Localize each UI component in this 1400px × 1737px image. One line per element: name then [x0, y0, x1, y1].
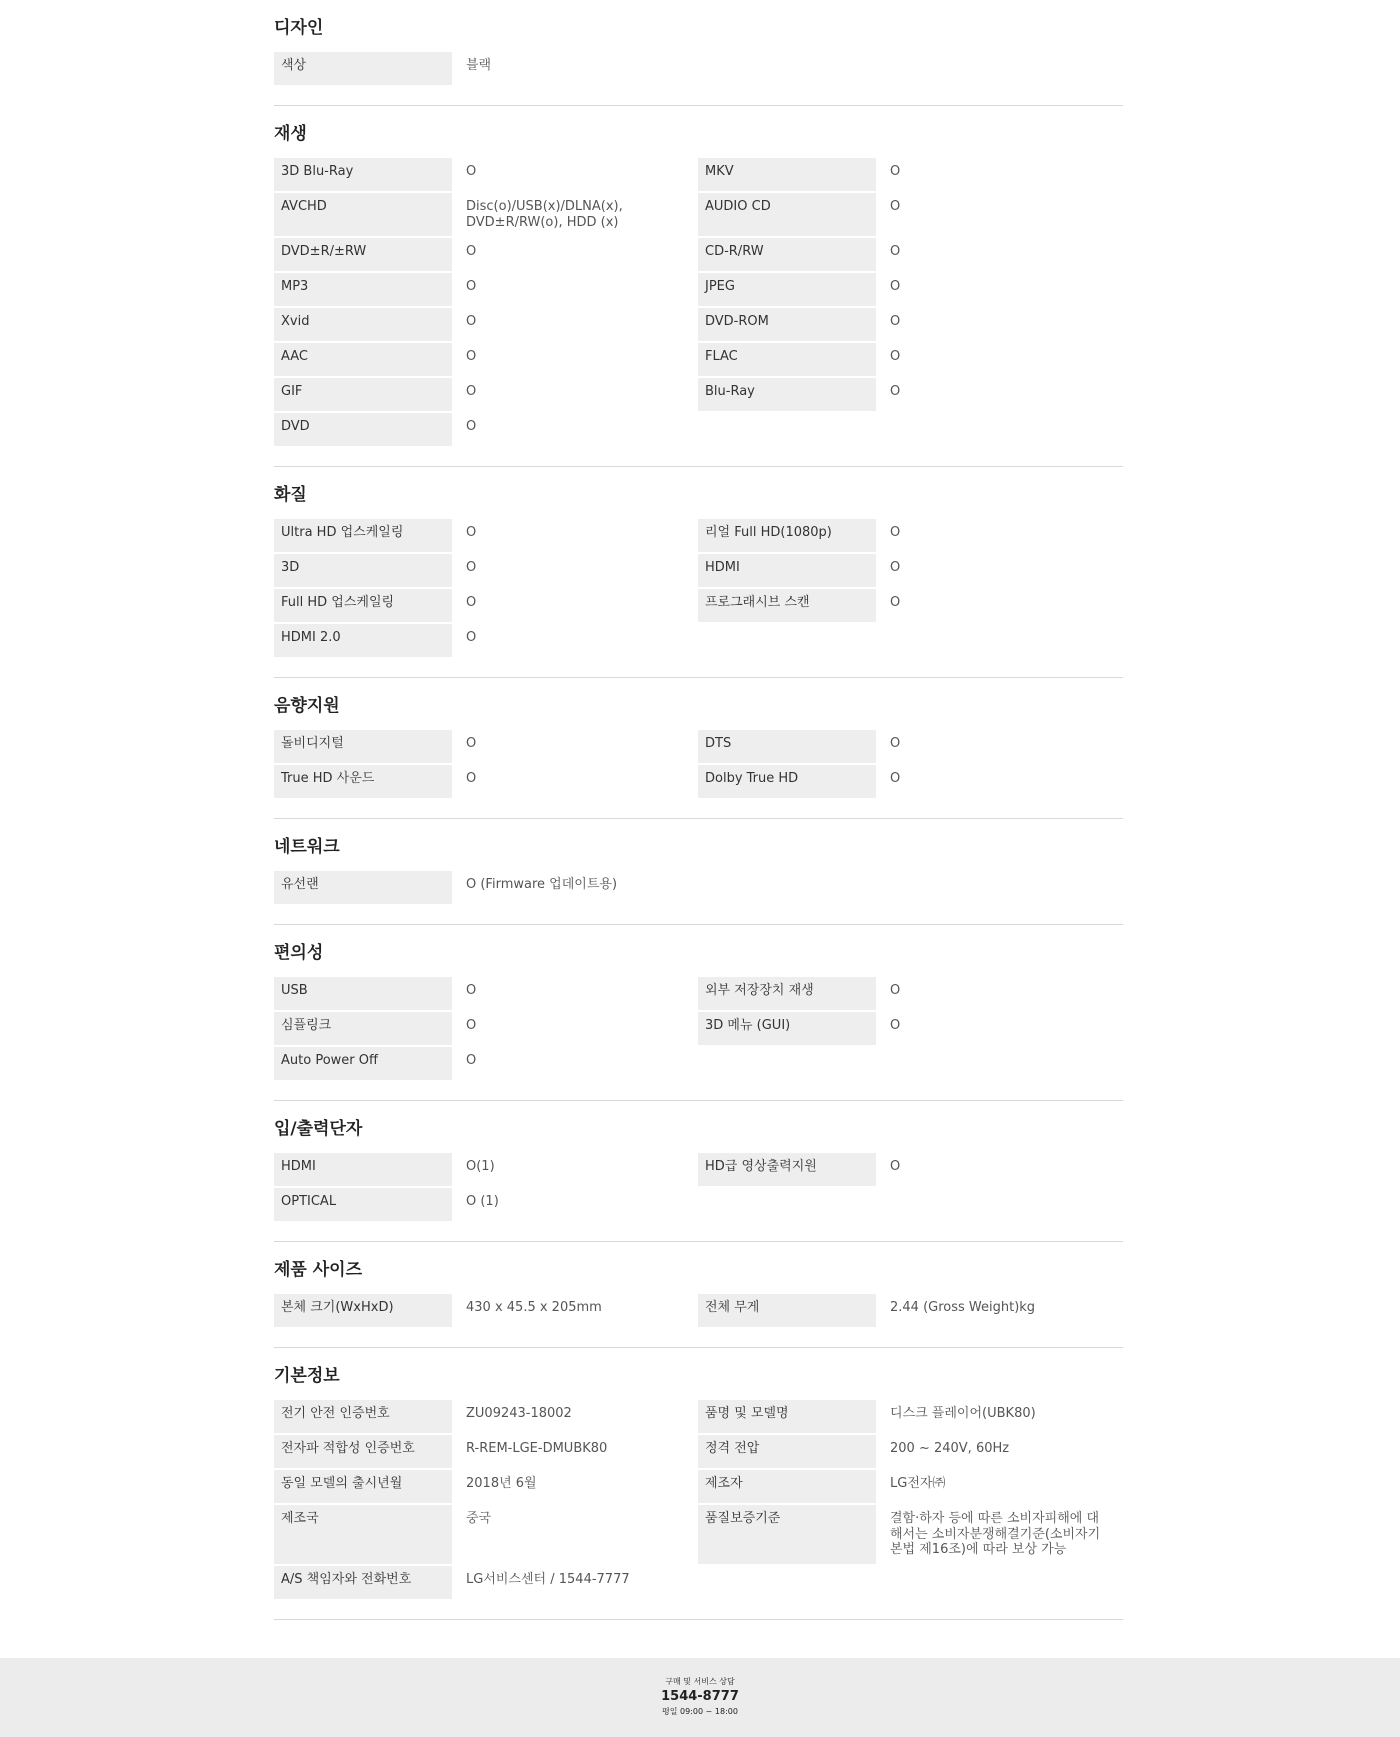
spec-value: 430 x 45.5 x 205mm: [466, 1300, 602, 1316]
spec-row: [274, 1400, 698, 1433]
spec-row: [698, 730, 1123, 763]
spec-row: [698, 193, 1123, 236]
spec-key: Xvid: [274, 308, 452, 341]
spec-row: [274, 1470, 698, 1503]
section-title: 네트워크: [274, 837, 340, 858]
spec-key: 동일 모델의 출시년월: [274, 1470, 452, 1503]
spec-value: O: [466, 630, 477, 646]
spec-key: GIF: [274, 378, 452, 411]
spec-row: [274, 589, 698, 622]
spec-value: O: [890, 560, 901, 576]
spec-row: [274, 238, 698, 271]
spec-value: O: [890, 199, 901, 214]
spec-value: O: [466, 419, 477, 435]
spec-key: True HD 사운드: [274, 765, 452, 798]
spec-key: AAC: [274, 343, 452, 376]
spec-key: FLAC: [698, 343, 876, 376]
spec-value: O: [466, 279, 477, 295]
spec-grid: [274, 1294, 1123, 1347]
spec-key: Ultra HD 업스케일링: [274, 519, 452, 552]
spec-value: O: [890, 1159, 901, 1175]
spec-key: 전체 무게: [698, 1294, 876, 1327]
spec-row: [274, 1566, 698, 1599]
spec-value: O: [890, 164, 901, 179]
spec-value: 중국: [466, 1511, 492, 1527]
spec-row: [698, 1470, 1123, 1503]
spec-key: 3D Blu-Ray: [274, 158, 452, 191]
spec-row: [274, 1012, 698, 1045]
spec-key: 3D 메뉴 (GUI): [698, 1012, 876, 1045]
spec-section: [274, 925, 1123, 1101]
spec-grid: [274, 158, 1123, 466]
footer-phone[interactable]: 1544-8777: [661, 1689, 739, 1704]
spec-row: [274, 977, 698, 1010]
spec-row: [274, 52, 698, 85]
section-title: 화질: [274, 485, 307, 506]
spec-value: O: [890, 771, 901, 787]
spec-value: O: [466, 560, 477, 576]
spec-grid: [274, 1400, 1123, 1619]
spec-row: [698, 238, 1123, 271]
spec-value: O: [466, 595, 477, 611]
spec-row: [274, 1435, 698, 1468]
spec-key: HDMI 2.0: [274, 624, 452, 657]
spec-key: DVD±R/±RW: [274, 238, 452, 271]
spec-key: DVD-ROM: [698, 308, 876, 341]
spec-key: AVCHD: [274, 193, 452, 236]
spec-value: O: [466, 983, 477, 999]
spec-value: LG서비스센터 / 1544-7777: [466, 1571, 630, 1587]
spec-section: [274, 106, 1123, 467]
spec-row: [274, 273, 698, 306]
spec-value: O: [890, 595, 901, 611]
spec-key: DTS: [698, 730, 876, 763]
spec-key: JPEG: [698, 273, 876, 306]
spec-value: O: [466, 384, 477, 400]
spec-row: [698, 1153, 1123, 1186]
spec-key: 색상: [274, 52, 452, 85]
spec-value: O(1): [466, 1159, 495, 1175]
section-title: 재생: [274, 124, 307, 144]
spec-key: OPTICAL: [274, 1188, 452, 1221]
spec-key: 심플링크: [274, 1012, 452, 1045]
spec-row: [698, 158, 1123, 191]
spec-value: O: [890, 244, 901, 260]
footer-label: 구매 및 서비스 상담: [665, 1677, 735, 1686]
spec-key: 품명 및 모델명: [698, 1400, 876, 1433]
spec-section: [274, 678, 1123, 819]
spec-value: O: [890, 384, 901, 400]
spec-row: [698, 273, 1123, 306]
spec-key: 전자파 적합성 인증번호: [274, 1435, 452, 1468]
spec-key: USB: [274, 977, 452, 1010]
spec-key: 본체 크기(WxHxD): [274, 1294, 452, 1327]
spec-section: [274, 0, 1123, 106]
spec-row: [274, 730, 698, 763]
spec-value: O: [890, 314, 901, 330]
spec-key: HDMI: [698, 554, 876, 587]
spec-value: 블랙: [466, 58, 492, 73]
spec-value: LG전자㈜: [890, 1476, 946, 1492]
section-title: 입/출력단자: [274, 1119, 363, 1140]
spec-section: [274, 819, 1123, 925]
spec-value: 디스크 플레이어(UBK80): [890, 1406, 1036, 1422]
spec-key: Dolby True HD: [698, 765, 876, 798]
spec-row: [274, 871, 698, 904]
spec-row: [274, 1153, 698, 1186]
spec-row: [274, 343, 698, 376]
spec-key: 유선랜: [274, 871, 452, 904]
spec-row: [698, 589, 1123, 622]
spec-key: A/S 책임자와 전화번호: [274, 1566, 452, 1599]
spec-value: 결함·하자 등에 따른 소비자피해에 대해서는 소비자분쟁해결기준(소비자기본법 제16조)에 따라 보상 가능: [890, 1511, 1101, 1558]
spec-key: Blu-Ray: [698, 378, 876, 411]
spec-value: 2.44 (Gross Weight)kg: [890, 1300, 1036, 1316]
spec-row: [698, 977, 1123, 1010]
spec-row: [698, 1012, 1123, 1045]
spec-key: HD급 영상출력지원: [698, 1153, 876, 1186]
section-title: 음향지원: [274, 696, 340, 717]
spec-row: [698, 554, 1123, 587]
spec-key: Full HD 업스케일링: [274, 589, 452, 622]
spec-grid: [274, 519, 1123, 677]
spec-row: [698, 1294, 1123, 1327]
spec-key: MKV: [698, 158, 876, 191]
spec-key: 프로그래시브 스캔: [698, 589, 876, 622]
spec-key: DVD: [274, 413, 452, 446]
spec-value: O: [466, 164, 477, 179]
spec-key: CD-R/RW: [698, 238, 876, 271]
spec-row: [274, 1294, 698, 1327]
spec-key: 3D: [274, 554, 452, 587]
spec-key: HDMI: [274, 1153, 452, 1186]
spec-grid: [274, 977, 1123, 1100]
spec-content: [274, 0, 1123, 1620]
section-title: 기본정보: [274, 1366, 340, 1387]
spec-row: [274, 1505, 698, 1564]
spec-grid: [274, 1153, 1123, 1241]
spec-row: [698, 1505, 1123, 1564]
spec-value: O: [890, 279, 901, 295]
spec-grid: [274, 730, 1123, 818]
spec-row: [698, 1435, 1123, 1468]
spec-row: [698, 308, 1123, 341]
spec-row: [274, 1188, 698, 1221]
spec-row: [274, 624, 698, 657]
spec-key: MP3: [274, 273, 452, 306]
spec-key: Auto Power Off: [274, 1047, 452, 1080]
spec-row: [274, 308, 698, 341]
spec-row: [274, 193, 698, 236]
spec-section: [274, 1101, 1123, 1242]
spec-value: O (1): [466, 1194, 499, 1210]
spec-row: [698, 378, 1123, 411]
spec-value: O: [466, 349, 477, 365]
spec-value: O: [466, 244, 477, 260]
spec-value: Disc(o)/USB(x)/DLNA(x), DVD±R/RW(o), HDD (x): [466, 199, 623, 230]
spec-row: [274, 1047, 698, 1080]
spec-grid: [274, 871, 1123, 924]
spec-section: [274, 1242, 1123, 1348]
spec-value: O: [466, 736, 477, 752]
spec-key: 품질보증기준: [698, 1505, 876, 1564]
spec-row: [698, 765, 1123, 798]
spec-value: O: [890, 1018, 901, 1034]
spec-value: O: [890, 983, 901, 999]
spec-value: 2018년 6월: [466, 1476, 537, 1492]
spec-key: 외부 저장장치 재생: [698, 977, 876, 1010]
spec-row: [274, 554, 698, 587]
spec-value: O: [890, 349, 901, 365]
spec-value: O: [466, 1053, 477, 1069]
spec-value: O: [466, 1018, 477, 1034]
spec-key: 제조국: [274, 1505, 452, 1564]
spec-value: ZU09243-18002: [466, 1406, 572, 1422]
spec-grid: [274, 52, 1123, 105]
spec-key: AUDIO CD: [698, 193, 876, 236]
spec-row: [274, 765, 698, 798]
spec-section: [274, 467, 1123, 678]
spec-row: [274, 158, 698, 191]
spec-key: 제조자: [698, 1470, 876, 1503]
spec-row: [698, 1400, 1123, 1433]
spec-key: 돌비디지털: [274, 730, 452, 763]
spec-key: 리얼 Full HD(1080p): [698, 519, 876, 552]
spec-value: O: [466, 771, 477, 787]
spec-row: [698, 519, 1123, 552]
spec-row: [274, 519, 698, 552]
spec-value: 200 ~ 240V, 60Hz: [890, 1441, 1010, 1457]
spec-section: [274, 1348, 1123, 1620]
spec-value: O: [890, 736, 901, 752]
spec-key: 전기 안전 인증번호: [274, 1400, 452, 1433]
footer-contact: [0, 1658, 1400, 1737]
spec-value: O: [466, 525, 477, 541]
spec-value: O: [890, 525, 901, 541]
spec-key: 정격 전압: [698, 1435, 876, 1468]
spec-row: [274, 413, 698, 446]
spec-row: [274, 378, 698, 411]
section-title: 디자인: [274, 18, 324, 38]
spec-value: O: [466, 314, 477, 330]
footer-hours: 평일 09:00 ~ 18:00: [662, 1707, 738, 1716]
section-title: 제품 사이즈: [274, 1260, 363, 1281]
spec-value: O (Firmware 업데이트용): [466, 877, 618, 893]
section-title: 편의성: [274, 943, 324, 964]
spec-value: R-REM-LGE-DMUBK80: [466, 1441, 608, 1457]
spec-row: [698, 343, 1123, 376]
